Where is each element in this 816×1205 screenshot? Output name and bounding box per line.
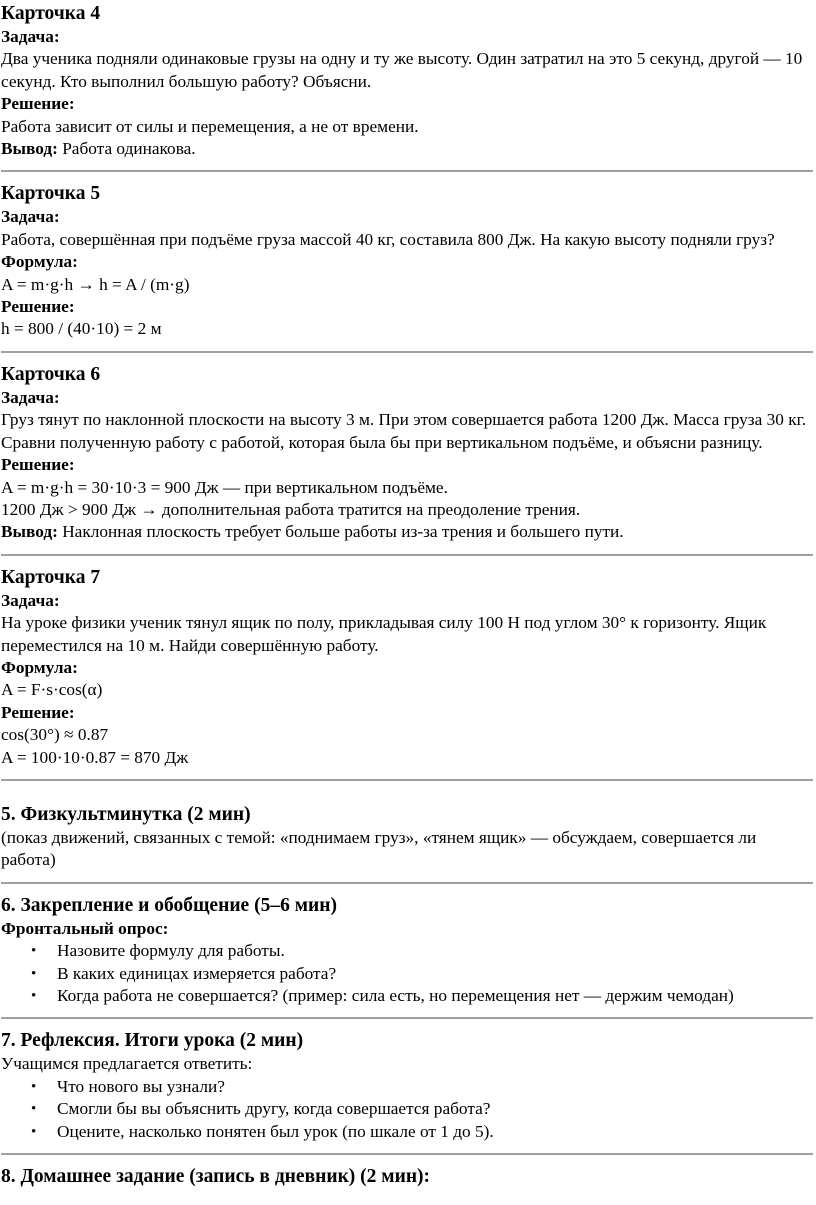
divider bbox=[1, 351, 813, 353]
card-7-title: Карточка 7 bbox=[1, 566, 101, 588]
section-5-title: 5. Физкультминутка (2 мин) bbox=[1, 803, 251, 825]
card-4 bbox=[1, 0, 813, 160]
list-item: • Назовите формулу для работы. bbox=[57, 940, 813, 962]
card-7-solution-line-2: A = 100·10·0.87 = 870 Дж bbox=[1, 747, 189, 767]
section-7 bbox=[1, 1027, 813, 1143]
card-6-title: Карточка 6 bbox=[1, 363, 101, 385]
card-4-conclusion-label: Вывод: bbox=[1, 139, 58, 159]
card-7-formula-label: Формула: bbox=[1, 657, 78, 677]
section-8-title: 8. Домашнее задание (запись в дневник) (2 мин): bbox=[1, 1166, 431, 1188]
card-7 bbox=[1, 564, 813, 769]
card-5-solution-label: Решение: bbox=[1, 297, 75, 317]
card-7-formula: A = F·s·cos(α) bbox=[1, 680, 103, 700]
divider bbox=[1, 554, 813, 556]
card-6-task-label: Задача: bbox=[1, 387, 60, 407]
divider bbox=[1, 1153, 813, 1155]
list-item: • Что нового вы узнали? bbox=[57, 1076, 813, 1098]
divider bbox=[1, 882, 813, 884]
card-6-conclusion bbox=[1, 521, 813, 543]
card-4-task-label: Задача: bbox=[1, 27, 60, 46]
section-7-list bbox=[1, 1076, 813, 1143]
divider bbox=[1, 1017, 813, 1019]
card-6-task: Груз тянут по наклонной плоскости на высоту 3 м. При этом совершается работа 1200 Дж. Масса груза 30 кг. Сравни полученную работу с работой, которая была бы при вертикальном подъёме, и объясни разницу. bbox=[1, 410, 807, 452]
section-6-list bbox=[1, 940, 813, 1007]
card-5-task: Работа, совершённая при подъёме груза массой 40 кг, составила 800 Дж. На какую высоту подняли груз? bbox=[1, 229, 775, 249]
card-4-solution-label: Решение: bbox=[1, 94, 75, 114]
card-4-conclusion-text: Работа одинакова. bbox=[57, 139, 196, 159]
card-6-solution-label: Решение: bbox=[1, 455, 75, 475]
card-6-conclusion-text: Наклонная плоскость требует больше работы из-за трения и большего пути. bbox=[57, 522, 624, 542]
card-7-task-label: Задача: bbox=[1, 590, 60, 610]
card-6 bbox=[1, 361, 813, 544]
card-7-solution-label: Решение: bbox=[1, 702, 75, 722]
card-7-solution-line-1: cos(30°) ≈ 0.87 bbox=[1, 725, 109, 745]
list-item: • В каких единицах измеряется работа? bbox=[57, 963, 813, 985]
card-6-solution-line-1: A = m·g·h = 30·10·3 = 900 Дж — при вертикальном подъёме. bbox=[1, 477, 448, 497]
card-5-solution: h = 800 / (40·10) = 2 м bbox=[1, 319, 162, 339]
card-6-solution-line-2: 1200 Дж > 900 Дж → дополнительная работа тратится на преодоление трения. bbox=[1, 499, 581, 519]
section-6 bbox=[1, 892, 813, 1008]
section-6-subtitle: Фронтальный опрос: bbox=[1, 918, 169, 938]
card-6-conclusion-label: Вывод: bbox=[1, 522, 58, 542]
card-5 bbox=[1, 180, 813, 340]
card-5-formula: A = m·g·h → h = A / (m·g) bbox=[1, 274, 190, 294]
section-7-title: 7. Рефлексия. Итоги урока (2 мин) bbox=[1, 1030, 304, 1052]
card-7-task: На уроке физики ученик тянул ящик по полу, прикладывая силу 100 Н под углом 30° к горизонту. Ящик переместился на 10 м. Найди совершённую работу. bbox=[1, 613, 767, 655]
section-8 bbox=[1, 1163, 813, 1189]
card-5-title: Карточка 5 bbox=[1, 183, 101, 205]
card-4-conclusion bbox=[1, 138, 813, 160]
list-item: • Когда работа не совершается? (пример: сила есть, но перемещения нет — держим чемодан) bbox=[57, 985, 813, 1007]
card-4-title: Карточка 4 bbox=[1, 3, 101, 24]
card-5-formula-label: Формула: bbox=[1, 252, 78, 272]
section-5-text: (показ движений, связанных с темой: «поднимаем груз», «тянем ящик» — обсуждаем, совершается ли работа) bbox=[1, 827, 757, 870]
list-item: • Смогли бы вы объяснить другу, когда совершается работа? bbox=[57, 1098, 813, 1120]
list-item: • Оцените, насколько понятен был урок (по шкале от 1 до 5). bbox=[57, 1121, 813, 1143]
section-7-intro: Учащимся предлагается ответить: bbox=[1, 1054, 253, 1074]
card-4-task: Два ученика подняли одинаковые грузы на одну и ту же высоту. Один затратил на это 5 секунд, другой — 10 секунд. Кто выполнил большую работу? Объясни. bbox=[1, 49, 803, 91]
divider bbox=[1, 170, 813, 172]
card-5-task-label: Задача: bbox=[1, 207, 60, 227]
section-5 bbox=[1, 789, 813, 872]
section-6-title: 6. Закрепление и обобщение (5–6 мин) bbox=[1, 894, 337, 916]
divider bbox=[1, 779, 813, 781]
card-4-solution: Работа зависит от силы и перемещения, а не от времени. bbox=[1, 116, 419, 136]
